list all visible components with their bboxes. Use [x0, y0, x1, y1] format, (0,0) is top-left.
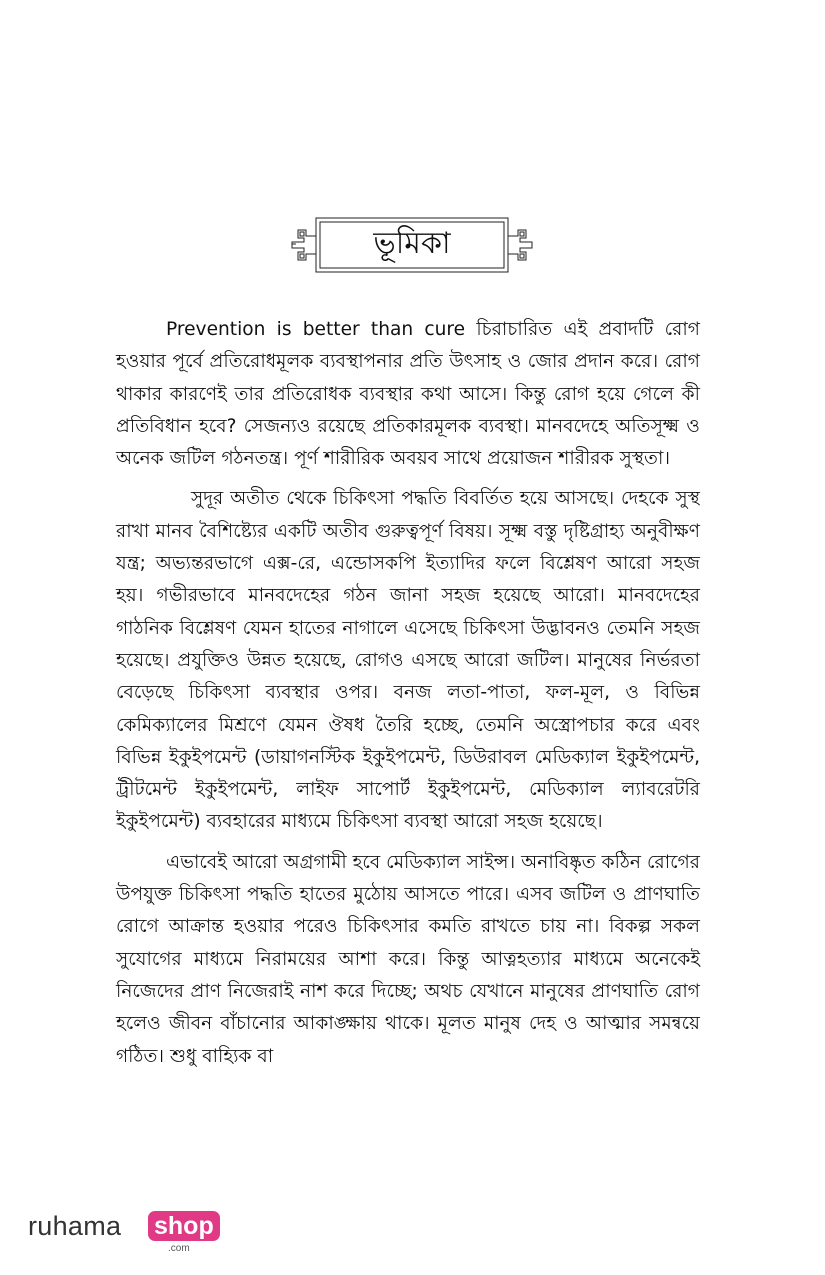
paragraph-2: সুদূর অতীত থেকে চিকিৎসা পদ্ধতি বিবর্তিত হয়ে আসছে। দেহকে সুস্থ রাখা মানব বৈশিষ্ট্যের একটি অতীব গুরুত্বপূর্ণ বিষয়। সূক্ষ্ম বস্তু দৃষ্টিগ্রাহ্য অনুবীক্ষণ যন্ত্র; অভ্যন্তরভাগে এক্স-রে, এন্ডোসকপি ইত্যাদির ফলে বিশ্লেষণ আরো সহজ হয়। গভীরভাবে মানবদেহের গঠন জানা সহজ হয়েছে আরো। মানবদেহের গাঠনিক বিশ্লেষণ যেমন হাতের নাগালে এসেছে চিকিৎসা উদ্ভাবনও তেমনি সহজ হয়েছে। প্রযুক্তিও উন্নত হয়েছে, রোগও এসছে আরো জটিল। মানুষের নির্ভরতা বেড়েছে চিকিৎসা ব্যবস্থার ওপর। বনজ লতা-পাতা, ফল-মূল, ও বিভিন্ন কেমিক্যালের মিশ্রণে যেমন ঔষধ তৈরি হচ্ছে, তেমনি অস্ত্রোপচার করে এবং বিভিন্ন ইকুইপমেন্ট (ডায়াগনস্টিক ইকুইপমেন্ট, ডিউরাবল মেডিক্যাল ইকুইপমেন্ট, ট্রীটমেন্ট ইকুইপমেন্ট, লাইফ সাপোর্ট ইকুইপমেন্ট, মেডিক্যাল ল্যাবরেটরি ইকুইপমেন্ট) ব্যবহারের মাধ্যমে চিকিৎসা ব্যবস্থা আরো সহজ হয়েছে। [116, 488, 700, 833]
logo-brand: ruhama [28, 1211, 122, 1241]
page-title: ভূমিকা [373, 225, 451, 261]
title-frame [290, 216, 534, 276]
body-text [116, 314, 700, 1073]
logo-brand-highlight: shop [148, 1211, 220, 1241]
logo-domain: .com [168, 1243, 190, 1254]
paragraph-3: এভাবেই আরো অগ্রগামী হবে মেডিক্যাল সাইন্স। অনাবিষ্কৃত কঠিন রোগের উপযুক্ত চিকিৎসা পদ্ধতি হাতের মুঠোয় আসতে পারে। এসব জটিল ও প্রাণঘাতি রোগে আক্রান্ত হওয়ার পরেও চিকিৎসার কমতি রাখতে চায় না। বিকল্প সকল সুযোগের মাধ্যমে নিরাময়ের আশা করে। কিন্তু আত্নহত্যার মাধ্যমে অনেকেই নিজেদের প্রাণ নিজেরাই নাশ করে দিচ্ছে; অথচ যেখানে মানুষের প্রাণঘাতি রোগ হলেও জীবন বাঁচানোর আকাঙ্ক্ষায় থাকে। মূলত মানুষ দেহ ও আত্মার সমন্বয়ে গঠিত। শুধু বাহ্যিক বা [116, 851, 700, 1067]
paragraph-1: Prevention is better than cure চিরাচারিত এই প্রবাদটি রোগ হওয়ার পূর্বে প্রতিরোধমূলক ব্যবস্থাপনার প্রতি উৎসাহ ও জোর প্রদান করে। রোগ থাকার কারণেই তার প্রতিরোধক ব্যবস্থার কথা আসে। কিন্তু রোগ হয়ে গেলে কী প্রতিবিধান হবে? সেজন্যও রয়েছে প্রতিকারমূলক ব্যবস্থা। মানবদেহে অতিসূক্ষ্ম ও অনেক জটিল গঠনতন্ত্র। পূর্ণ শারীরিক অবয়ব সাথে প্রয়োজন শারীরক সুস্থতা। [116, 319, 700, 470]
ruhamashop-logo [28, 1211, 228, 1261]
